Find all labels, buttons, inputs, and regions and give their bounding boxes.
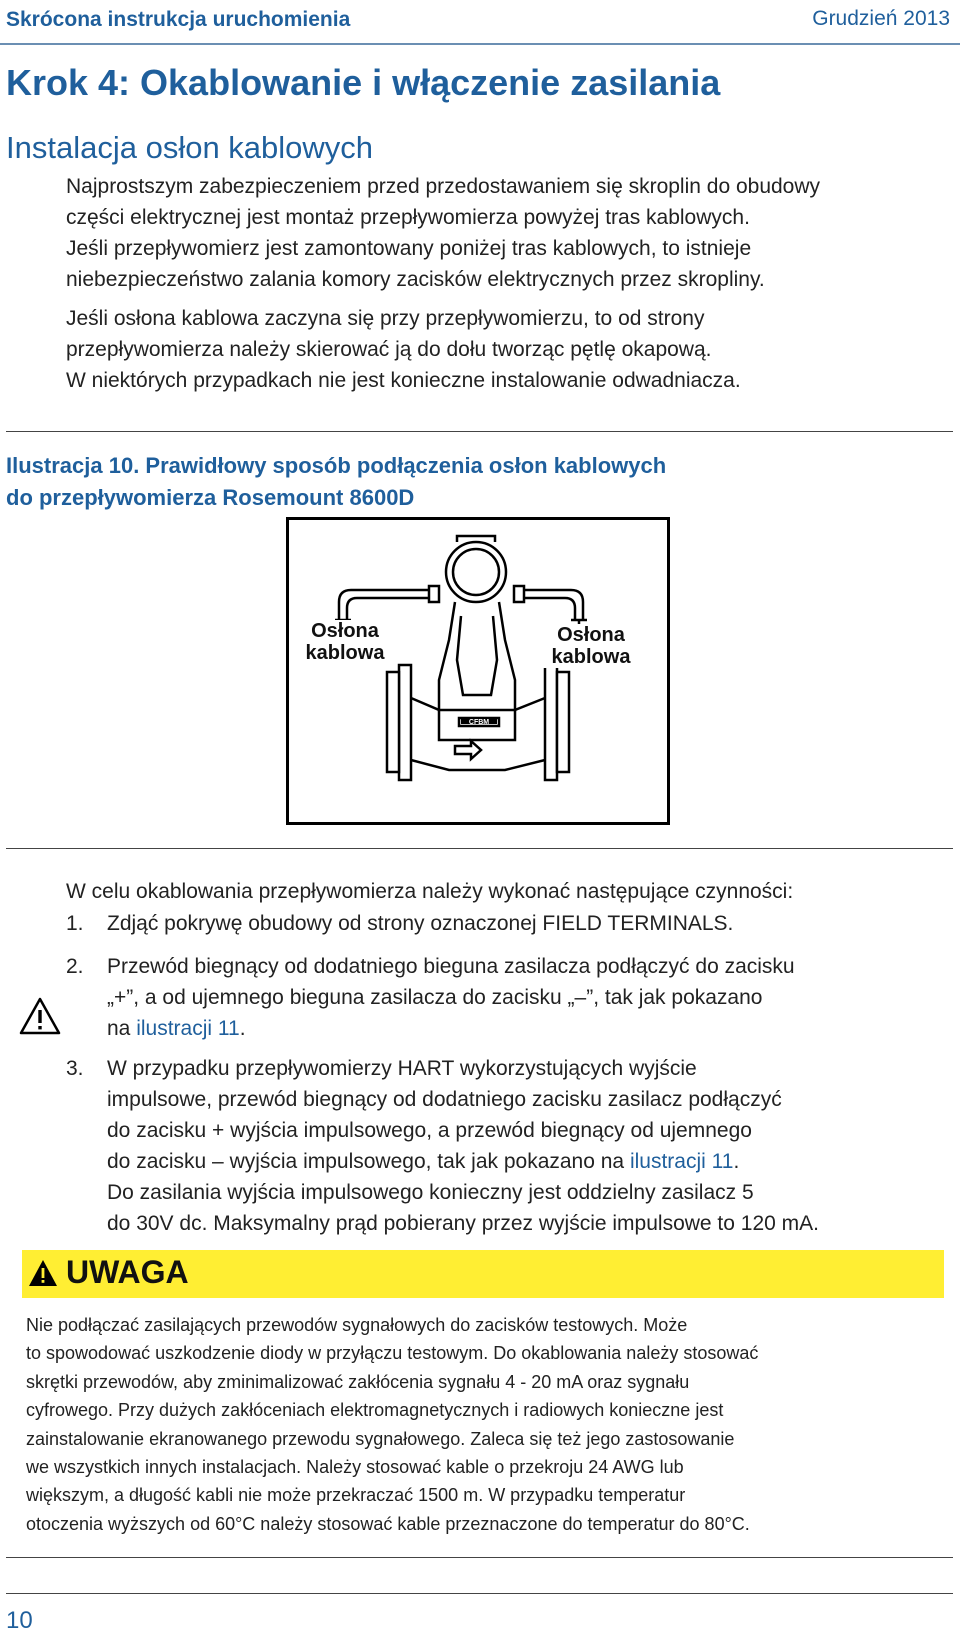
step-text: do zacisku + wyjścia impulsowego, a przewód biegnący od ujemnego	[107, 1119, 752, 1142]
intro-paragraph-1	[66, 171, 956, 295]
step-text: W przypadku przepływomierzy HART wykorzystujących wyjście	[107, 1057, 697, 1080]
caution-text	[26, 1311, 956, 1538]
figure-bottom-rule	[6, 848, 953, 849]
caution-warning-icon	[28, 1259, 58, 1292]
text-line: zainstalowanie ekranowanego przewodu sygnałowego. Zaleca się też jego zastosowanie	[26, 1428, 735, 1449]
intro-paragraph-2	[66, 303, 956, 396]
meter-badge: CFBM	[468, 719, 490, 726]
step-text: Zdjąć pokrywę obudowy od strony oznaczonej FIELD TERMINALS.	[107, 912, 734, 935]
text-line: cyfrowego. Przy dużych zakłóceniach elektromagnetycznych i radiowych konieczne jest	[26, 1400, 724, 1421]
step-1	[66, 908, 956, 939]
figure-caption	[6, 450, 666, 514]
step-text-line	[66, 1013, 956, 1044]
figure-top-rule	[6, 431, 953, 432]
text-line: Najprostszym zabezpieczeniem przed przedostawaniem się skroplin do obudowy	[66, 175, 821, 198]
flowmeter-illustration	[289, 520, 667, 822]
text-line: W celu okablowania przepływomierza należy wykonać następujące czynności:	[66, 880, 794, 903]
link-ilustracji-11[interactable]: ilustracji 11	[136, 1017, 240, 1040]
footer-divider	[6, 1593, 953, 1594]
page-number: 10	[6, 1607, 33, 1634]
text-span: na	[107, 1017, 137, 1040]
text-line: Nie podłączać zasilających przewodów sygnałowych do zacisków testowych. Może	[26, 1315, 688, 1335]
step-number: 3.	[66, 1057, 84, 1080]
link-ilustracji-11[interactable]: ilustracji 11	[629, 1150, 734, 1173]
step-text: impulsowe, przewód biegnący od dodatniego zacisku zasilacz podłączyć	[107, 1088, 782, 1111]
text-line: otoczenia wyższych od 60°C należy stosować kable przeznaczone do temperatur do 80°C.	[26, 1513, 750, 1534]
figure-caption-line: do przepływomierza Rosemount 8600D	[6, 485, 415, 510]
step-text: Do zasilania wyjścia impulsowego konieczny jest oddzielny zasilacz 5	[107, 1181, 754, 1204]
text-span: .	[733, 1150, 740, 1173]
step-3	[66, 1053, 956, 1239]
flow-arrow-icon	[455, 741, 481, 759]
text-line: W niektórych przypadkach nie jest konieczne instalowanie odwadniacza.	[66, 369, 741, 392]
label-line: kablowa	[551, 646, 631, 668]
text-line: Jeśli przepływomierz jest zamontowany poniżej tras kablowych, to istnieje	[66, 237, 752, 260]
caution-title: UWAGA	[66, 1254, 189, 1290]
left-conduit	[339, 590, 439, 620]
text-span: .	[239, 1017, 246, 1040]
text-line: Jeśli osłona kablowa zaczyna się przy przepływomierzu, to od strony	[66, 307, 705, 330]
step-text: Przewód biegnący od dodatniego bieguna zasilacza podłączyć do zacisku	[107, 955, 795, 978]
text-line: przepływomierza należy skierować ją do dołu tworząc pętlę okapową.	[66, 338, 712, 361]
page-title: Krok 4: Okablowanie i włączenie zasilania	[6, 62, 721, 103]
doc-header-title: Skrócona instrukcja uruchomienia	[6, 8, 351, 31]
text-span: do zacisku – wyjścia impulsowego, tak jak pokazano na	[107, 1150, 630, 1173]
figure-caption-line: Ilustracja 10. Prawidłowy sposób podłączenia osłon kablowych	[6, 453, 667, 478]
step-text: „+”, a od ujemnego bieguna zasilacza do zacisku „–”, tak jak pokazano	[107, 986, 763, 1009]
text-line: to spowodować uszkodzenie diody w przyłączu testowym. Do okablowania należy stosować	[26, 1343, 759, 1364]
label-right	[543, 624, 639, 668]
header-divider	[0, 43, 960, 45]
label-line: Osłona	[557, 624, 625, 646]
steps-intro	[66, 876, 956, 907]
text-line: części elektrycznej jest montaż przepływomierza powyżej tras kablowych.	[66, 206, 750, 229]
warning-triangle-icon	[18, 996, 62, 1041]
step-2	[66, 951, 956, 1044]
text-line: we wszystkich innych instalacjach. Należy stosować kable o przekroju 24 AWG lub	[26, 1457, 684, 1478]
text-line: większym, a długość kabli nie może przekraczać 1500 m. W przypadku temperatur	[26, 1485, 686, 1506]
label-left	[297, 620, 393, 664]
text-line: niebezpieczeństwo zalania komory zacisków elektrycznych przez skropliny.	[66, 268, 765, 291]
step-number: 1.	[66, 912, 84, 935]
section-title: Instalacja osłon kablowych	[6, 130, 374, 165]
text-line: skrętki przewodów, aby zminimalizować zakłócenia sygnału 4 - 20 mA oraz sygnału	[26, 1371, 690, 1392]
step-text: do 30V dc. Maksymalny prąd pobierany przez wyjście impulsowe to 120 mA.	[107, 1212, 819, 1235]
caution-bottom-rule	[6, 1557, 953, 1558]
step-number: 2.	[66, 955, 84, 978]
step-text-line	[66, 1146, 956, 1177]
flowmeter-figure	[286, 517, 670, 825]
label-line: Osłona	[311, 620, 379, 642]
transmitter-housing	[446, 542, 506, 602]
label-line: kablowa	[305, 642, 385, 664]
doc-header-date: Grudzień 2013	[812, 7, 950, 30]
